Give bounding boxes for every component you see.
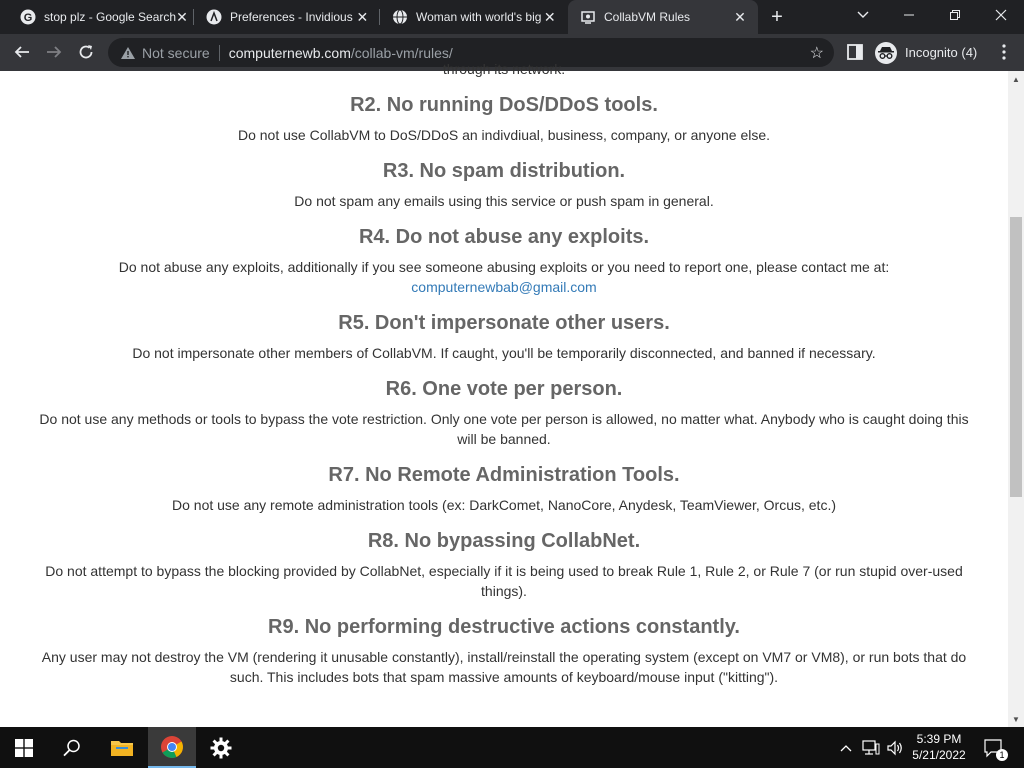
page-content: [0, 61, 1008, 727]
close-window-button[interactable]: [978, 0, 1024, 30]
rule-r6: [0, 377, 1008, 449]
rule-r7: [0, 463, 1008, 515]
cut-off-text: through its network.: [442, 61, 566, 77]
scroll-up-icon[interactable]: ▲: [1012, 74, 1020, 84]
rules-list: [0, 59, 1008, 687]
tab-google-search[interactable]: [8, 0, 194, 34]
notification-badge: 1: [996, 749, 1008, 761]
rule-title: R2. No running DoS/DDoS tools.: [350, 94, 658, 116]
tab-woman-article[interactable]: [380, 0, 566, 34]
new-tab-button[interactable]: +: [771, 5, 783, 28]
network-button[interactable]: [860, 727, 882, 768]
windows-taskbar: [0, 727, 1024, 768]
clock-time: 5:39 PM: [916, 732, 962, 746]
rule-title: R9. No performing destructive actions constantly.: [268, 616, 740, 638]
rule-title: R8. No bypassing CollabNet.: [367, 530, 641, 552]
minimize-button[interactable]: [886, 0, 932, 30]
rule-title: R6. One vote per person.: [385, 378, 623, 400]
tab-title: Preferences - Invidious: [230, 10, 353, 24]
collabvm-icon: [580, 9, 596, 25]
tab-invidious[interactable]: [194, 0, 380, 34]
action-center-button[interactable]: [982, 727, 1006, 768]
warning-icon[interactable]: [120, 46, 136, 60]
rule-text: [0, 257, 1008, 297]
scroll-down-icon[interactable]: ▼: [1012, 714, 1020, 724]
rule-title: R7. No Remote Administration Tools.: [328, 464, 680, 486]
tab-title: CollabVM Rules: [604, 10, 691, 24]
tab-search-button[interactable]: [840, 0, 886, 30]
close-icon[interactable]: ✕: [734, 8, 746, 25]
page-scrollbar[interactable]: [1008, 71, 1024, 727]
close-icon[interactable]: ✕: [176, 8, 188, 25]
rule-title: R4. Do not abuse any exploits.: [358, 226, 650, 248]
arrow-right-icon: [46, 44, 62, 60]
windows-logo-icon: [15, 739, 33, 757]
close-icon[interactable]: ✕: [356, 8, 369, 25]
start-button[interactable]: [0, 727, 48, 768]
contact-email-link[interactable]: computernewbab@gmail.com: [411, 279, 597, 295]
chevron-up-icon: [840, 744, 852, 752]
rule-text: Do not spam any emails using this service or push spam in general.: [294, 193, 714, 209]
reload-icon: [78, 44, 94, 60]
svg-text:G: G: [23, 12, 33, 24]
rule-title: R5. Don't impersonate other users.: [338, 312, 670, 334]
rule-text: Do not attempt to bypass the blocking provided by CollabNet, especially if it is being used to break Rule 1, Rule 2, or Rule 7 (or run stupid over-used things).: [45, 563, 963, 599]
folder-icon: [110, 738, 134, 758]
restore-icon: [950, 10, 960, 20]
rule-title: R3. No spam distribution.: [382, 160, 626, 182]
taskbar-clock[interactable]: [900, 731, 978, 763]
show-hidden-icons-button[interactable]: [836, 727, 856, 768]
file-explorer-button[interactable]: [98, 727, 146, 768]
tab-strip: [0, 0, 1024, 34]
rule-text: Do not use any methods or tools to bypass the vote restriction. Only one vote per person is allowed, no matter what. Anybody who is caught doing this will be banned.: [39, 411, 969, 447]
search-button[interactable]: [48, 727, 96, 768]
search-icon: [63, 739, 81, 757]
rule-r5: [0, 311, 1008, 363]
globe-icon: [392, 9, 408, 25]
rule-r8: [0, 529, 1008, 601]
close-icon: [995, 9, 1007, 21]
not-secure-label[interactable]: Not secure: [142, 44, 210, 61]
tab-title: stop plz - Google Search: [44, 10, 177, 24]
restore-button[interactable]: [932, 0, 978, 30]
network-icon: [862, 740, 880, 756]
chrome-taskbar-button[interactable]: [148, 727, 196, 768]
rule-text: Do not use CollabVM to DoS/DDoS an indivdiual, business, company, or anyone else.: [237, 127, 771, 143]
bookmark-star-icon[interactable]: ☆: [809, 45, 824, 62]
incognito-label: Incognito (4): [905, 45, 978, 60]
more-vert-icon: [1002, 44, 1006, 60]
tab-title: Woman with world's big: [416, 10, 542, 24]
arrow-left-icon: [14, 44, 30, 60]
rule-text-body: Do not abuse any exploits, additionally if you see someone abusing exploits or you need to report one, please contact me at:: [118, 259, 890, 275]
settings-taskbar-button[interactable]: [197, 727, 245, 768]
minimize-icon: [904, 10, 914, 20]
chrome-icon: [160, 735, 184, 759]
clock-date: 5/21/2022: [912, 748, 966, 762]
close-icon[interactable]: ✕: [543, 8, 556, 25]
rule-r9: [0, 615, 1008, 687]
rule-r3: [0, 159, 1008, 211]
google-icon: [20, 9, 36, 25]
gear-icon: [210, 737, 232, 759]
url-path: /collab-vm/rules/: [350, 44, 453, 61]
rule-text: Do not use any remote administration tools (ex: DarkComet, NanoCore, Anydesk, TeamViewer, Orcus, etc.): [172, 497, 836, 513]
url-host: computernewb.com: [228, 44, 351, 61]
rule-text: Any user may not destroy the VM (rendering it unusable constantly), install/reinstall the operating system (except on VM7 or VM8), or run bots that do such. This includes bots that spam massive amounts of keyboard/mouse input ("kitting").: [41, 649, 967, 685]
rule-r4: [0, 225, 1008, 297]
invidious-icon: [206, 9, 222, 25]
rule-text: Do not impersonate other members of CollabVM. If caught, you'll be temporarily disconnected, and banned if necessary.: [132, 345, 876, 361]
rule-r2: [0, 93, 1008, 145]
chevron-down-icon: [857, 11, 869, 19]
tab-collabvm-rules[interactable]: [568, 0, 758, 34]
scrollbar-thumb[interactable]: [1010, 217, 1022, 497]
